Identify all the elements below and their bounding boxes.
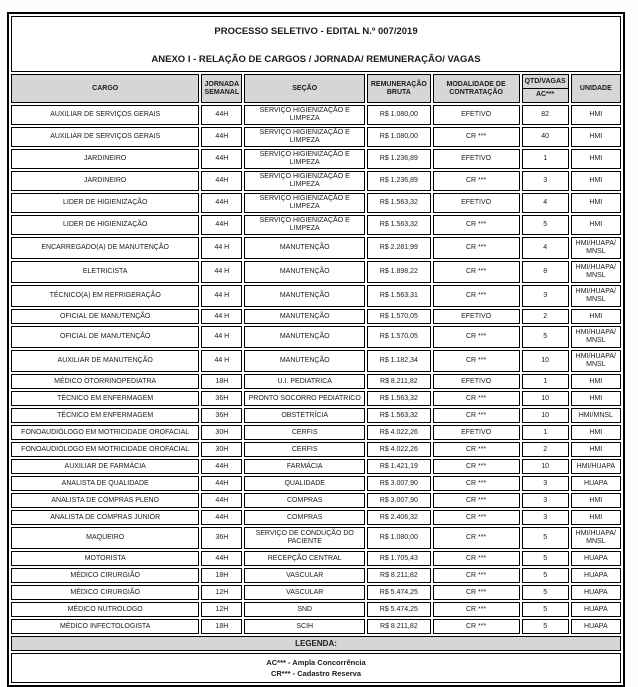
cell-jornada: 36H [201, 408, 242, 423]
cell-cargo: TÉCNICO EM ENFERMAGEM [11, 408, 199, 423]
cell-remuneracao: R$ 1.898,22 [367, 261, 430, 283]
table-row [11, 493, 621, 508]
cell-secao: COMPRAS [244, 510, 365, 525]
cell-modalidade: CR *** [433, 215, 520, 235]
cell-secao: SND [244, 602, 365, 617]
cell-remuneracao: R$ 1.080,00 [367, 127, 430, 147]
table-row [11, 193, 621, 213]
legenda-box [11, 653, 621, 683]
table-row [11, 527, 621, 549]
cell-remuneracao: R$ 1.563,32 [367, 391, 430, 406]
cell-jornada: 44 H [201, 309, 242, 324]
cell-jornada: 12H [201, 585, 242, 600]
cell-secao: U.I. PEDIATRICA [244, 374, 365, 389]
cell-unidade: HMI [571, 309, 621, 324]
col-header-unidade: UNIDADE [571, 74, 621, 103]
cell-remuneracao: R$ 1.421,19 [367, 459, 430, 474]
cell-cargo: TÉCNICO EM ENFERMAGEM [11, 391, 199, 406]
cell-secao: SERVIÇO HIGIENIZAÇÃO E LIMPEZA [244, 105, 365, 125]
cell-jornada: 44 H [201, 326, 242, 348]
cell-cargo: AUXILIAR DE MANUTENÇÃO [11, 350, 199, 372]
cell-unidade: HMI/​HUAPA/​MNSL [571, 527, 621, 549]
legenda-title: LEGENDA: [11, 636, 621, 651]
cell-modalidade: CR *** [433, 261, 520, 283]
cell-unidade: HUAPA [571, 551, 621, 566]
cell-modalidade: CR *** [433, 285, 520, 307]
cell-unidade: HMI [571, 510, 621, 525]
cell-cargo: MOTORISTA [11, 551, 199, 566]
cell-modalidade: EFETIVO [433, 105, 520, 125]
cell-modalidade: CR *** [433, 127, 520, 147]
cell-modalidade: EFETIVO [433, 374, 520, 389]
cell-modalidade: EFETIVO [433, 193, 520, 213]
cell-unidade: HMI [571, 374, 621, 389]
cell-remuneracao: R$ 1.563,32 [367, 215, 430, 235]
cell-jornada: 18H [201, 374, 242, 389]
col-header-remuneracao: REMUNERAÇÃO BRUTA [367, 74, 430, 103]
cell-secao: SCIH [244, 619, 365, 634]
cell-qtd-vagas: 5 [522, 568, 569, 583]
cell-secao: FARMÁCIA [244, 459, 365, 474]
table-row [11, 551, 621, 566]
cell-secao: OBSTETRÍCIA [244, 408, 365, 423]
cell-cargo: JARDINEIRO [11, 171, 199, 191]
cell-qtd-vagas: 5 [522, 527, 569, 549]
cell-jornada: 44 H [201, 285, 242, 307]
cell-secao: QUALIDADE [244, 476, 365, 491]
cell-modalidade: CR *** [433, 476, 520, 491]
cell-jornada: 44H [201, 493, 242, 508]
cell-jornada: 44H [201, 551, 242, 566]
cell-unidade: HMI [571, 493, 621, 508]
cell-qtd-vagas: 10 [522, 408, 569, 423]
cargos-table [9, 14, 623, 685]
table-row [11, 391, 621, 406]
cell-remuneracao: R$ 5.474,25 [367, 585, 430, 600]
cell-jornada: 44H [201, 127, 242, 147]
cell-jornada: 30H [201, 425, 242, 440]
cell-secao: SERVIÇO DE CONDUÇÃO DO PACIENTE [244, 527, 365, 549]
table-row [11, 408, 621, 423]
cell-cargo: AUXILIAR DE FARMÁCIA [11, 459, 199, 474]
cell-remuneracao: R$ 5.474,25 [367, 602, 430, 617]
cell-qtd-vagas: 3 [522, 285, 569, 307]
document-sheet [7, 12, 625, 687]
cell-qtd-vagas: 5 [522, 585, 569, 600]
cell-unidade: HMI/​MNSL [571, 408, 621, 423]
table-row [11, 285, 621, 307]
cell-jornada: 44H [201, 476, 242, 491]
cell-cargo: TÉCNICO(A) EM REFRIGERAÇÃO [11, 285, 199, 307]
document-title: PROCESSO SELETIVO - EDITAL N.º 007/2019 [214, 25, 418, 37]
legenda-line-ac: AC*** - Ampla Concorrência [266, 658, 366, 667]
table-row [11, 105, 621, 125]
cell-cargo: FONOAUDIÓLOGO EM MOTRICIDADE OROFACIAL [11, 442, 199, 457]
cell-secao: SERVIÇO HIGIENIZAÇÃO E LIMPEZA [244, 215, 365, 235]
cell-jornada: 18H [201, 568, 242, 583]
cell-qtd-vagas: 8 [522, 261, 569, 283]
cell-jornada: 18H [201, 619, 242, 634]
cell-secao: MANUTENÇÃO [244, 237, 365, 259]
cell-remuneracao: R$ 1.182,34 [367, 350, 430, 372]
col-header-qtd-vagas [522, 74, 569, 103]
cell-cargo: MÉDICO OTORRINOPEDIATRA [11, 374, 199, 389]
cell-remuneracao: R$ 3.007,90 [367, 476, 430, 491]
cell-cargo: OFICIAL DE MANUTENÇÃO [11, 326, 199, 348]
cell-modalidade: CR *** [433, 237, 520, 259]
cell-qtd-vagas: 40 [522, 127, 569, 147]
cell-cargo: MÉDICO INFECTOLOGISTA [11, 619, 199, 634]
legenda-body-row [11, 653, 621, 683]
cell-remuneracao: R$ 1.563,31 [367, 285, 430, 307]
cell-remuneracao: R$ 3.007,90 [367, 493, 430, 508]
cell-unidade: HMI/​HUAPA/​MNSL [571, 326, 621, 348]
col-header-cargo: CARGO [11, 74, 199, 103]
table-row [11, 425, 621, 440]
cell-modalidade: CR *** [433, 459, 520, 474]
cell-unidade: HMI [571, 391, 621, 406]
cell-modalidade: CR *** [433, 527, 520, 549]
cell-jornada: 44H [201, 459, 242, 474]
cell-jornada: 36H [201, 527, 242, 549]
cell-qtd-vagas: 10 [522, 391, 569, 406]
cell-qtd-vagas: 1 [522, 425, 569, 440]
cell-jornada: 12H [201, 602, 242, 617]
cell-remuneracao: R$ 8.211,82 [367, 374, 430, 389]
cell-unidade: HMI [571, 149, 621, 169]
cell-jornada: 44 H [201, 261, 242, 283]
cell-unidade: HMI [571, 425, 621, 440]
table-row [11, 149, 621, 169]
col-header-qtd-vagas-top: QTD/VAGAS [523, 75, 568, 89]
cell-qtd-vagas: 2 [522, 442, 569, 457]
cell-modalidade: CR *** [433, 408, 520, 423]
cell-unidade: HMI [571, 127, 621, 147]
cell-unidade: HMI [571, 171, 621, 191]
cell-qtd-vagas: 3 [522, 476, 569, 491]
document-title-block [11, 16, 621, 72]
cell-unidade: HMI/​HUAPA/​MNSL [571, 285, 621, 307]
table-row [11, 602, 621, 617]
cell-qtd-vagas: 5 [522, 215, 569, 235]
cell-jornada: 44H [201, 105, 242, 125]
cell-qtd-vagas: 5 [522, 602, 569, 617]
cell-qtd-vagas: 5 [522, 326, 569, 348]
cell-unidade: HUAPA [571, 585, 621, 600]
col-header-qtd-vagas-sub: AC*** [535, 91, 555, 98]
cell-remuneracao: R$ 4.022,26 [367, 442, 430, 457]
cell-unidade: HMI [571, 442, 621, 457]
cell-modalidade: CR *** [433, 619, 520, 634]
cell-cargo: ANALISTA DE QUALIDADE [11, 476, 199, 491]
cell-qtd-vagas: 1 [522, 149, 569, 169]
table-row [11, 568, 621, 583]
cell-secao: MANUTENÇÃO [244, 261, 365, 283]
table-row [11, 350, 621, 372]
cell-secao: SERVIÇO HIGIENIZAÇÃO E LIMPEZA [244, 193, 365, 213]
cell-qtd-vagas: 10 [522, 350, 569, 372]
cell-remuneracao: R$ 4.022,26 [367, 425, 430, 440]
cell-remuneracao: R$ 2.281,99 [367, 237, 430, 259]
header-row [11, 74, 621, 103]
cell-cargo: ENCARREGADO(A) DE MANUTENÇÃO [11, 237, 199, 259]
cell-qtd-vagas: 3 [522, 493, 569, 508]
cell-modalidade: CR *** [433, 171, 520, 191]
cell-cargo: MÉDICO CIRURGIÃO [11, 568, 199, 583]
cell-secao: CERFIS [244, 442, 365, 457]
cell-modalidade: EFETIVO [433, 149, 520, 169]
cell-unidade: HMI/​HUAPA/​MNSL [571, 350, 621, 372]
cell-modalidade: CR *** [433, 585, 520, 600]
cell-cargo: MAQUEIRO [11, 527, 199, 549]
cell-modalidade: EFETIVO [433, 309, 520, 324]
col-header-modalidade: MODALIDADE DE CONTRATAÇÃO [433, 74, 520, 103]
cell-unidade: HMI [571, 105, 621, 125]
cell-jornada: 44 H [201, 237, 242, 259]
table-row [11, 127, 621, 147]
cell-secao: MANUTENÇÃO [244, 350, 365, 372]
cell-modalidade: CR *** [433, 568, 520, 583]
cell-qtd-vagas: 1 [522, 374, 569, 389]
legenda-line-cr: CR*** - Cadastro Reserva [270, 669, 362, 678]
cell-qtd-vagas: 5 [522, 551, 569, 566]
cell-modalidade: CR *** [433, 442, 520, 457]
table-row [11, 171, 621, 191]
cell-unidade: HUAPA [571, 568, 621, 583]
table-row [11, 309, 621, 324]
cell-secao: VASCULAR [244, 568, 365, 583]
cell-unidade: HUAPA [571, 602, 621, 617]
cell-modalidade: CR *** [433, 551, 520, 566]
cell-unidade: HMI/​HUAPA/​MNSL [571, 261, 621, 283]
cell-secao: SERVIÇO HIGIENIZAÇÃO E LIMPEZA [244, 149, 365, 169]
cell-modalidade: CR *** [433, 602, 520, 617]
cell-modalidade: CR *** [433, 493, 520, 508]
cell-cargo: LIDER DE HIGIENIZAÇÃO [11, 193, 199, 213]
cell-jornada: 44H [201, 510, 242, 525]
cell-qtd-vagas: 5 [522, 619, 569, 634]
cell-qtd-vagas: 4 [522, 237, 569, 259]
table-row [11, 459, 621, 474]
legenda-title-row [11, 636, 621, 651]
cell-jornada: 44H [201, 171, 242, 191]
table-row [11, 261, 621, 283]
cell-cargo: LIDER DE HIGIENIZAÇÃO [11, 215, 199, 235]
cell-jornada: 36H [201, 391, 242, 406]
cell-qtd-vagas: 10 [522, 459, 569, 474]
cell-unidade: HMI [571, 215, 621, 235]
cell-cargo: JARDINEIRO [11, 149, 199, 169]
cell-secao: CERFIS [244, 425, 365, 440]
cell-jornada: 44H [201, 215, 242, 235]
cell-cargo: AUXILIAR DE SERVIÇOS GERAIS [11, 105, 199, 125]
cell-cargo: ANALISTA DE COMPRAS JUNIOR [11, 510, 199, 525]
table-row [11, 215, 621, 235]
cell-cargo: ELETRICISTA [11, 261, 199, 283]
cell-jornada: 44H [201, 193, 242, 213]
cell-cargo: OFICIAL DE MANUTENÇÃO [11, 309, 199, 324]
cell-remuneracao: R$ 1.080,00 [367, 527, 430, 549]
cell-modalidade: CR *** [433, 326, 520, 348]
cell-remuneracao: R$ 1.080,00 [367, 105, 430, 125]
table-row [11, 374, 621, 389]
table-row [11, 442, 621, 457]
cell-qtd-vagas: 3 [522, 171, 569, 191]
table-row [11, 585, 621, 600]
table-row [11, 237, 621, 259]
cell-remuneracao: R$ 1.570,05 [367, 326, 430, 348]
cell-unidade: HUAPA [571, 476, 621, 491]
cell-remuneracao: R$ 1.563,32 [367, 408, 430, 423]
cell-cargo: ANALISTA DE COMPRAS PLENO [11, 493, 199, 508]
cell-remuneracao: R$ 8.211,82 [367, 568, 430, 583]
cell-remuneracao: R$ 1.236,89 [367, 149, 430, 169]
cell-secao: PRONTO SOCORRO PEDIATRICO [244, 391, 365, 406]
cell-modalidade: CR *** [433, 391, 520, 406]
cell-secao: VASCULAR [244, 585, 365, 600]
cell-unidade: HMI/​HUAPA/​MNSL [571, 237, 621, 259]
col-header-jornada: JORNADA SEMANAL [201, 74, 242, 103]
cell-cargo: AUXILIAR DE SERVIÇOS GERAIS [11, 127, 199, 147]
cell-qtd-vagas: 2 [522, 309, 569, 324]
cell-cargo: FONOAUDIÓLOGO EM MOTRICIDADE OROFACIAL [11, 425, 199, 440]
cell-remuneracao: R$ 1.570,05 [367, 309, 430, 324]
cell-secao: MANUTENÇÃO [244, 326, 365, 348]
cell-jornada: 30H [201, 442, 242, 457]
cell-unidade: HMI [571, 193, 621, 213]
table-row [11, 619, 621, 634]
cell-cargo: MÉDICO CIRURGIÃO [11, 585, 199, 600]
cell-modalidade: CR *** [433, 350, 520, 372]
cell-secao: RECEPÇÃO CENTRAL [244, 551, 365, 566]
cell-remuneracao: R$ 8.211,82 [367, 619, 430, 634]
cell-remuneracao: R$ 1.236,89 [367, 171, 430, 191]
cell-secao: SERVIÇO HIGIENIZAÇÃO E LIMPEZA [244, 171, 365, 191]
cell-cargo: MÉDICO NUTROLOGO [11, 602, 199, 617]
cell-unidade: HUAPA [571, 619, 621, 634]
cell-remuneracao: R$ 1.563,32 [367, 193, 430, 213]
cell-secao: MANUTENÇÃO [244, 285, 365, 307]
document-subtitle: ANEXO I - RELAÇÃO DE CARGOS / JORNADA/ REMUNERAÇÃO/ VAGAS [151, 53, 481, 65]
table-row [11, 510, 621, 525]
col-header-secao: SEÇÃO [244, 74, 365, 103]
cell-secao: MANUTENÇÃO [244, 309, 365, 324]
title-row [11, 16, 621, 72]
table-body [11, 105, 621, 634]
cell-secao: SERVIÇO HIGIENIZAÇÃO E LIMPEZA [244, 127, 365, 147]
cell-qtd-vagas: 3 [522, 510, 569, 525]
cell-remuneracao: R$ 2.406,32 [367, 510, 430, 525]
cell-remuneracao: R$ 1.705,43 [367, 551, 430, 566]
table-row [11, 476, 621, 491]
table-row [11, 326, 621, 348]
cell-unidade: HMI/​HUAPA [571, 459, 621, 474]
cell-qtd-vagas: 4 [522, 193, 569, 213]
cell-modalidade: CR *** [433, 510, 520, 525]
cell-modalidade: EFETIVO [433, 425, 520, 440]
cell-secao: COMPRAS [244, 493, 365, 508]
cell-qtd-vagas: 82 [522, 105, 569, 125]
cell-jornada: 44 H [201, 350, 242, 372]
cell-jornada: 44H [201, 149, 242, 169]
